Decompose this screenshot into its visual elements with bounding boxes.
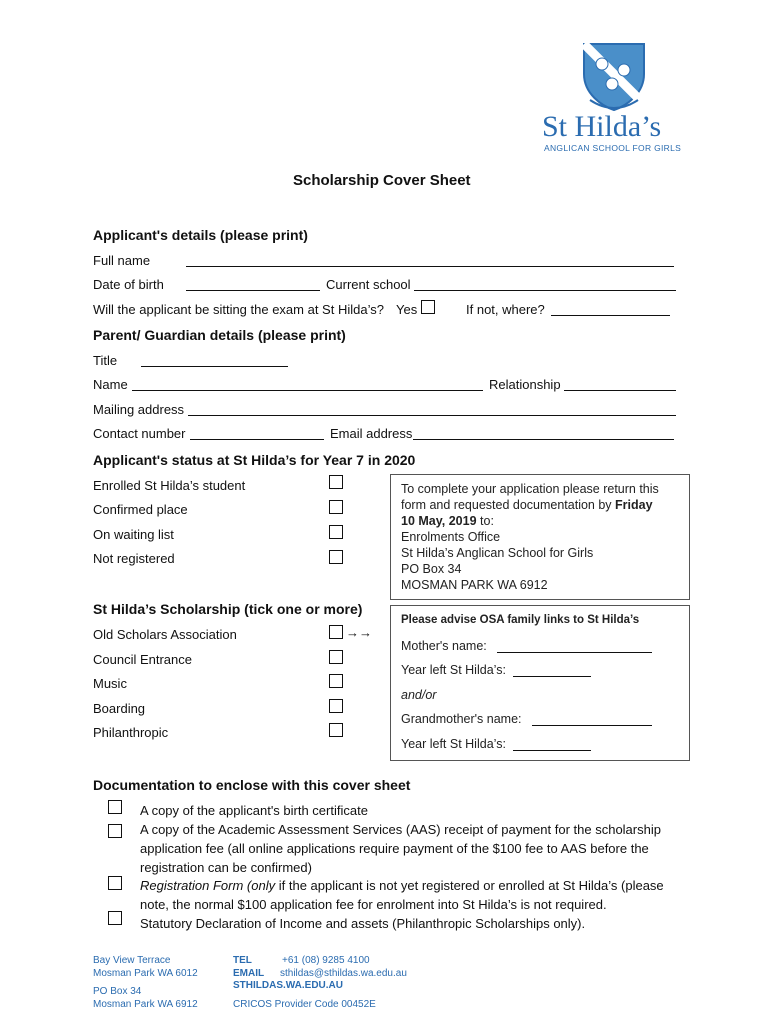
current-school-field[interactable] (414, 290, 676, 291)
doc-item: note, the normal $100 application fee for enrolment into St Hilda’s is not required. (140, 897, 607, 912)
if-not-label: If not, where? (466, 302, 545, 317)
doc-item: application fee (all online applications require payment of the $100 fee to AAS before the (140, 841, 649, 856)
scholarship-option: Music (93, 676, 127, 691)
doc-item: A copy of the applicant's birth certificate (140, 803, 368, 818)
return-line: Enrolments Office (401, 530, 501, 544)
docs-heading: Documentation to enclose with this cover sheet (93, 777, 411, 793)
footer-address: Bay View Terrace (93, 955, 171, 966)
mother-name-label: Mother's name: (401, 639, 487, 653)
footer-email-label: EMAIL (233, 968, 265, 979)
doc-item: A copy of the Academic Assessment Services (AAS) receipt of payment for the scholarship (140, 822, 661, 837)
doc-checkbox[interactable] (108, 911, 122, 925)
title-field[interactable] (141, 366, 288, 367)
return-line (401, 514, 494, 528)
year-left-label: Year left St Hilda’s: (401, 663, 506, 677)
return-line: PO Box 34 (401, 562, 462, 576)
full-name-field[interactable] (186, 266, 674, 267)
status-checkbox[interactable] (329, 500, 343, 514)
return-text: form and requested documentation by (401, 498, 612, 512)
mailing-label: Mailing address (93, 402, 185, 417)
scholarship-option: Philanthropic (93, 725, 169, 740)
doc-item (140, 878, 664, 893)
mother-name-field[interactable] (497, 652, 652, 653)
status-checkbox[interactable] (329, 550, 343, 564)
relationship-label: Relationship (489, 377, 561, 392)
contact-label: Contact number (93, 426, 186, 441)
scholarship-checkbox[interactable] (329, 699, 343, 713)
status-option: On waiting list (93, 527, 174, 542)
page-title: Scholarship Cover Sheet (293, 172, 471, 189)
scholarship-checkbox[interactable] (329, 650, 343, 664)
current-school-label: Current school (326, 277, 411, 292)
year-left-label: Year left St Hilda’s: (401, 737, 506, 751)
scholarship-option: Council Entrance (93, 652, 192, 667)
contact-field[interactable] (190, 439, 324, 440)
return-line: St Hilda’s Anglican School for Girls (401, 546, 594, 560)
return-line: To complete your application please return this (401, 482, 659, 496)
andor-label: and/or (401, 688, 437, 702)
status-option: Confirmed place (93, 502, 188, 517)
scholarship-option: Boarding (93, 701, 146, 716)
return-line: MOSMAN PARK WA 6912 (401, 578, 548, 592)
dob-label: Date of birth (93, 277, 164, 292)
name-label: Name (93, 377, 128, 392)
name-field[interactable] (132, 390, 483, 391)
exam-yes-label: Yes (396, 302, 418, 317)
grandmother-name-field[interactable] (532, 725, 652, 726)
relationship-field[interactable] (564, 390, 676, 391)
exam-question: Will the applicant be sitting the exam at St Hilda’s? (93, 302, 384, 317)
footer-tel-label: TEL (233, 955, 252, 966)
school-name: St Hilda’s (542, 110, 662, 143)
scholarship-checkbox[interactable] (329, 723, 343, 737)
doc-checkbox[interactable] (108, 824, 122, 838)
full-name-label: Full name (93, 253, 151, 268)
footer-address: Mosman Park WA 6012 (93, 968, 198, 979)
doc-item: Statutory Declaration of Income and assets (Philanthropic Scholarships only). (140, 916, 586, 931)
footer-address: Mosman Park WA 6912 (93, 999, 198, 1010)
school-subtitle: ANGLICAN SCHOOL FOR GIRLS (544, 143, 682, 153)
grandmother-name-label: Grandmother's name: (401, 712, 522, 726)
doc-checkbox[interactable] (108, 800, 122, 814)
return-info-panel (390, 474, 690, 600)
exam-yes-checkbox[interactable] (421, 300, 435, 314)
scholarship-checkbox[interactable] (329, 674, 343, 688)
doc-item-emphasis: Registration Form (only (140, 878, 276, 893)
footer-cricos: CRICOS Provider Code 00452E (233, 999, 376, 1010)
email-label: Email address (330, 426, 413, 441)
dob-field[interactable] (186, 290, 320, 291)
if-not-field[interactable] (551, 315, 670, 316)
year-left-field[interactable] (513, 750, 591, 751)
doc-item: registration can be confirmed) (140, 860, 312, 875)
return-text: to: (480, 514, 494, 528)
return-deadline-date: 10 May, 2019 (401, 514, 477, 528)
status-checkbox[interactable] (329, 475, 343, 489)
applicant-heading: Applicant's details (please print) (93, 227, 308, 243)
doc-item-text: if the applicant is not yet registered or enrolled at St Hilda’s (please (278, 878, 664, 893)
status-option: Enrolled St Hilda’s student (93, 478, 246, 493)
return-line (401, 498, 653, 512)
crest-icon (580, 40, 648, 112)
scholarship-option: Old Scholars Association (93, 627, 237, 642)
title-label: Title (93, 353, 118, 368)
year-left-field[interactable] (513, 676, 591, 677)
status-heading: Applicant's status at St Hilda’s for Year 7 in 2020 (93, 452, 416, 468)
guardian-heading: Parent/ Guardian details (please print) (93, 327, 346, 343)
arrow-right-icon: →→ (346, 625, 372, 640)
mailing-field[interactable] (188, 415, 676, 416)
scholarship-checkbox[interactable] (329, 625, 343, 639)
osa-panel (390, 605, 690, 761)
footer-address: PO Box 34 (93, 986, 142, 997)
osa-heading: Please advise OSA family links to St Hilda’s (401, 614, 640, 626)
school-logo (580, 40, 648, 112)
email-field[interactable] (413, 439, 674, 440)
status-option: Not registered (93, 551, 175, 566)
footer-email[interactable]: sthildas@sthildas.wa.edu.au (280, 968, 407, 979)
status-checkbox[interactable] (329, 525, 343, 539)
footer-tel: +61 (08) 9285 4100 (282, 955, 370, 966)
scholarship-heading: St Hilda’s Scholarship (tick one or more) (93, 601, 363, 617)
return-deadline-day: Friday (615, 498, 653, 512)
footer-website[interactable]: STHILDAS.WA.EDU.AU (233, 980, 343, 991)
doc-checkbox[interactable] (108, 876, 122, 890)
